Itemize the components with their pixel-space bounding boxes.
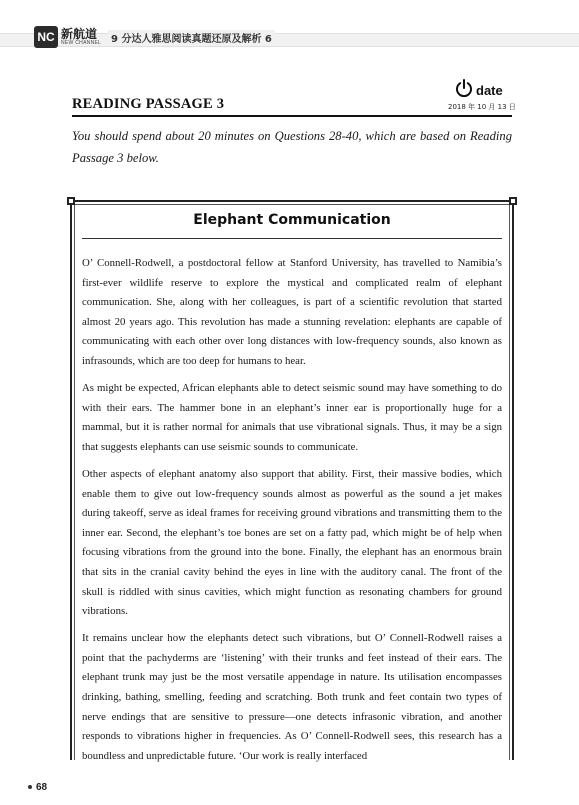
date-value: 2018 年 10 月 13 日 <box>448 103 516 111</box>
passage-heading: READING PASSAGE 3 <box>72 96 225 112</box>
paragraph: It remains unclear how the elephants detect such vibrations, but O’ Connell-Rodwell raises a point that the pachyderms are ‘listening’ with their trunks and feet instead of their ears. The elephant trunk may just be the most versatile appendage in nature. Its utilisation encompasses drinking, bathing, smelling, feeding and scratching. Both trunk and feet contain two types of nerve endings that are sensitive to pressure—one detects infrasonic vibration, and another responds to vibrations higher in frequencies. As O’ Connell-Rodwell sees, this research has a boundless and unpredictable future. ‘Our work is really interfaced <box>82 632 502 762</box>
paragraph: Other aspects of elephant anatomy also support that ability. First, their massive bodies, which enable them to give out low-frequency sounds almost as powerful as the sound a jet makes during takeoff, serve as ideal frames for receiving ground vibrations and transmitting them to the inner ear. Second, the elephant’s toe bones are set on a fatty pad, which might be of help when focusing vibrations from the ground into the bone. Finally, the elephant has an enormous brain that sits in the cranial cavity behind the eyes in line with the auditory canal. The front of the skull is riddled with sinus cavities, which might function as resonating chambers for ground vibrations. <box>82 467 502 618</box>
logo-mark: NC <box>34 26 58 48</box>
page-number-value: 68 <box>36 782 48 793</box>
date-label: date <box>476 83 503 98</box>
logo-chinese-name: 新航道 <box>61 27 98 41</box>
frame-corner-ornament <box>67 197 75 205</box>
paragraph: O’ Connell-Rodwell, a postdoctoral fellow at Stanford University, has travelled to Namibia’s first-ever wildlife reserve to explore the mystical and complicated realm of elephant communication. She, along with her colleagues, is part of a scientific revolution that started almost 20 years ago. This revolution has made a stunning revelation: elephants are capable of communicating with each other over long distances with low-frequency sounds, also known as infrasounds, which are too deep for humans to hear. <box>82 257 502 367</box>
article-body <box>82 254 502 774</box>
frame-corner-ornament <box>509 197 517 205</box>
publisher-logo <box>34 24 104 52</box>
date-block <box>448 78 516 114</box>
running-header <box>0 24 579 52</box>
instructions: You should spend about 20 minutes on Questions 28-40, which are based on Reading Passage 3 below. <box>72 129 512 165</box>
title-rule <box>82 238 502 239</box>
heading-rule <box>72 115 512 117</box>
page-number <box>28 782 47 793</box>
logo-english-name: NEW CHANNEL <box>61 40 102 46</box>
bullet-icon <box>28 785 32 789</box>
paragraph: As might be expected, African elephants able to detect seismic sound may have something to do with their ears. The hammer bone in an elephant’s inner ear is proportionally huge for a mammal, but it is rather normal for animals that use vibrational signals. Thus, it may be a sign that suggests elephants can use seismic sounds to communicate. <box>82 382 502 453</box>
book-title: 9 分达人雅思阅读真题还原及解析 6 <box>108 30 275 45</box>
power-icon <box>454 78 474 98</box>
article-title: Elephant Communication <box>193 212 391 228</box>
article-frame <box>70 200 514 760</box>
